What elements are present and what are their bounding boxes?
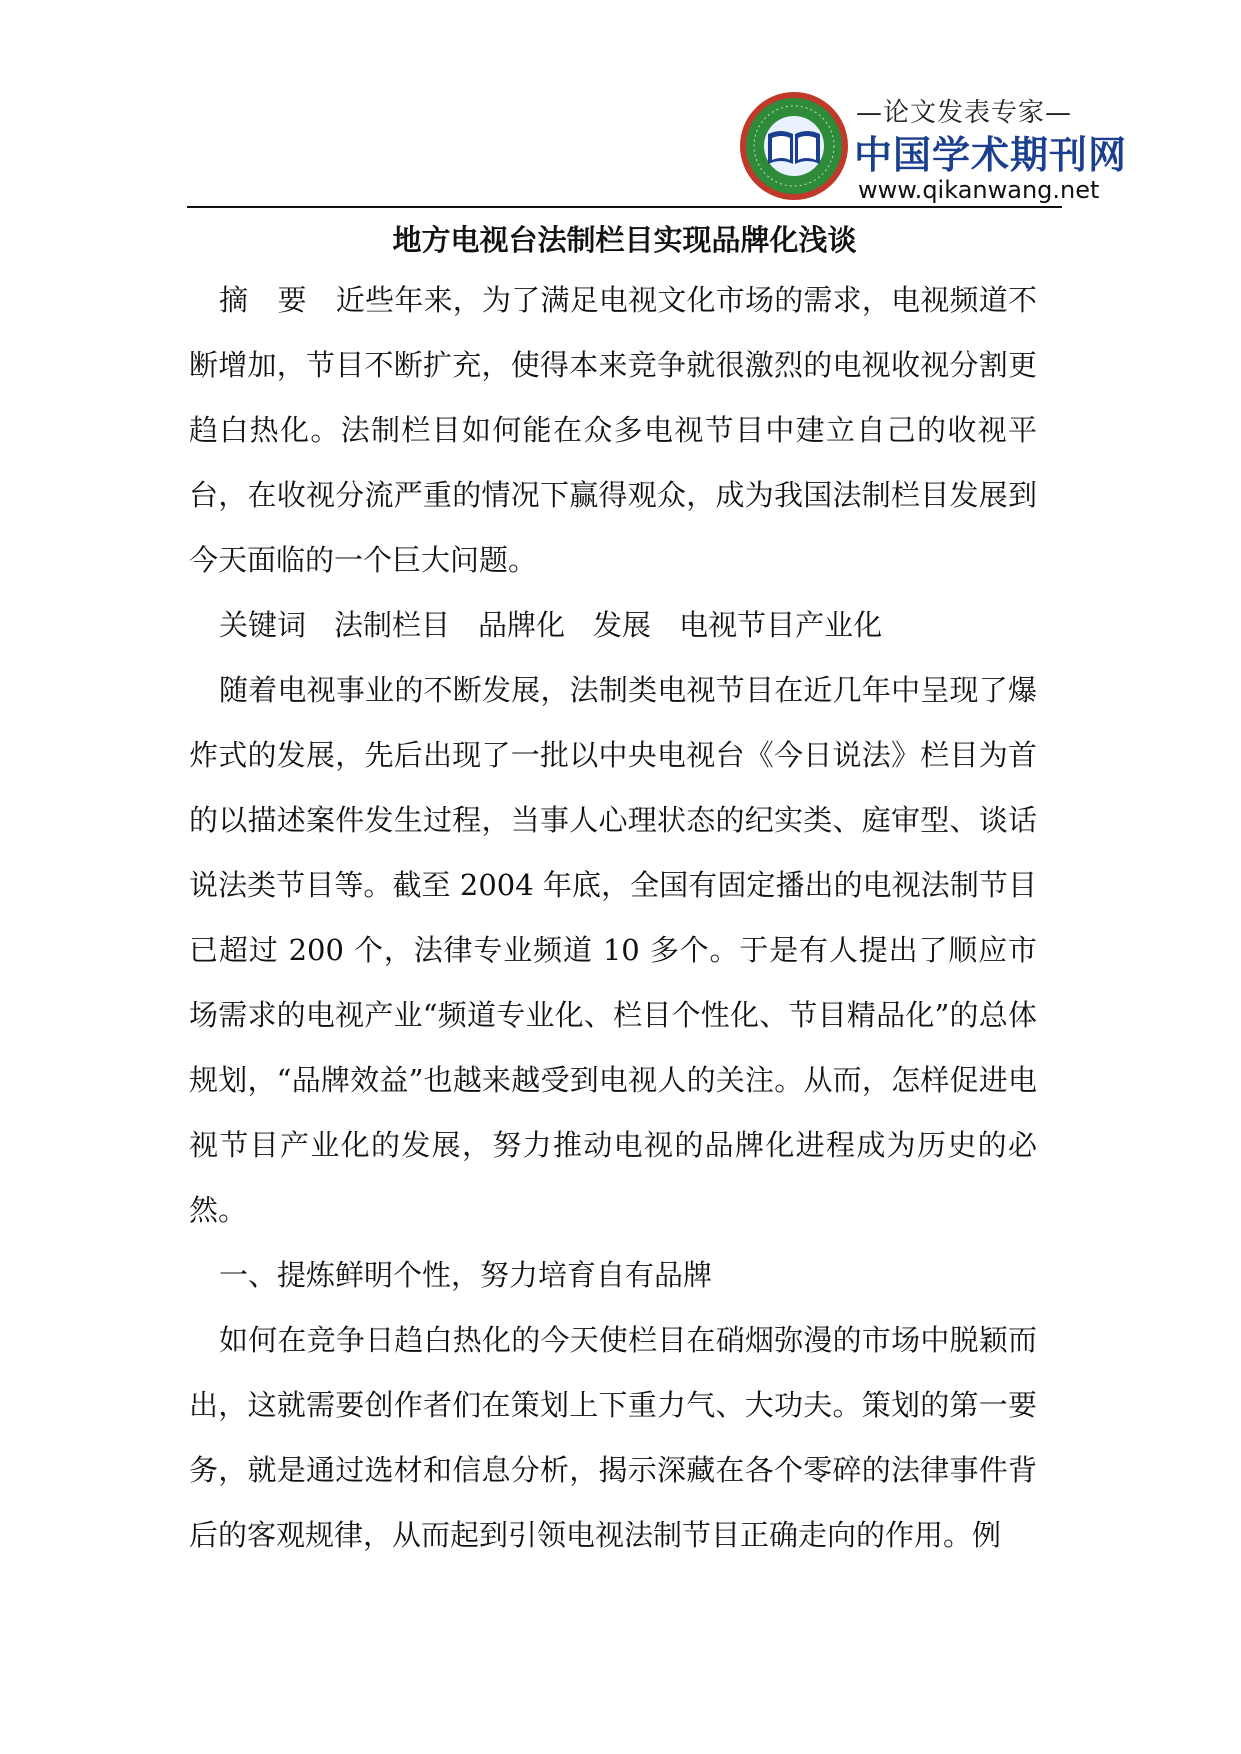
book-emblem-icon xyxy=(738,90,850,202)
abstract-text: 近些年来，为了满足电视文化市场的需求，电视频道不断增加，节目不断扩充，使得本来竞争就很激烈的电视收视分割更趋白热化。法制栏目如何能在众多电视节目中建立自己的收视平台，在收视分流严重的情况下赢得观众，成为我国法制栏目发展到今天面临的一个巨大问题。 xyxy=(189,283,1037,577)
abstract-paragraph xyxy=(189,268,1037,593)
keyword-item: 品牌化 xyxy=(478,608,566,642)
body-paragraph: 如何在竞争日趋白热化的今天使栏目在硝烟弥漫的市场中脱颖而出，这就需要创作者们在策划上下重力气、大功夫。策划的第一要务，就是通过选材和信息分析，揭示深藏在各个零碎的法律事件背后的客观规律，从而起到引领电视法制节目正确走向的作用。例 xyxy=(189,1323,1037,1552)
article-body xyxy=(189,268,1037,1568)
body-paragraph: 随着电视事业的不断发展，法制类电视节目在近几年中呈现了爆炸式的发展，先后出现了一批以中央电视台《今日说法》栏目为首的以描述案件发生过程，当事人心理状态的纪实类、庭审型、谈话说法类节目等。截至 2004 年底，全国有固定播出的电视法制节目已超过 200 个，法律专业频道 10 多个。于是有人提出了顺应市场需求的电视产业“频道专业化、栏目个性化、节目精品化”的总体规划，“品牌效益”也越来越受到电视人的关注。从而，怎样促进电视节目产业化的发展，努力推动电视的品牌化进程成为历史的必然。 xyxy=(189,673,1037,1227)
site-logo xyxy=(738,88,1128,204)
header-divider xyxy=(187,206,1062,208)
keyword-item: 发展 xyxy=(593,608,652,642)
logo-url: www.qikanwang.net xyxy=(858,176,1100,204)
keyword-item: 电视节目产业化 xyxy=(679,608,883,642)
logo-name: 中国学术期刊网 xyxy=(854,133,1128,177)
logo-slogan: —论文发表专家— xyxy=(856,98,1073,128)
article-title: 地方电视台法制栏目实现品牌化浅谈 xyxy=(392,223,857,257)
keywords-line xyxy=(189,593,1037,658)
keywords-label: 关键词 xyxy=(219,608,307,642)
section-heading: 一、提炼鲜明个性，努力培育自有品牌 xyxy=(219,1258,713,1292)
keyword-item: 法制栏目 xyxy=(334,608,451,642)
abstract-label: 摘 要 xyxy=(219,283,307,317)
